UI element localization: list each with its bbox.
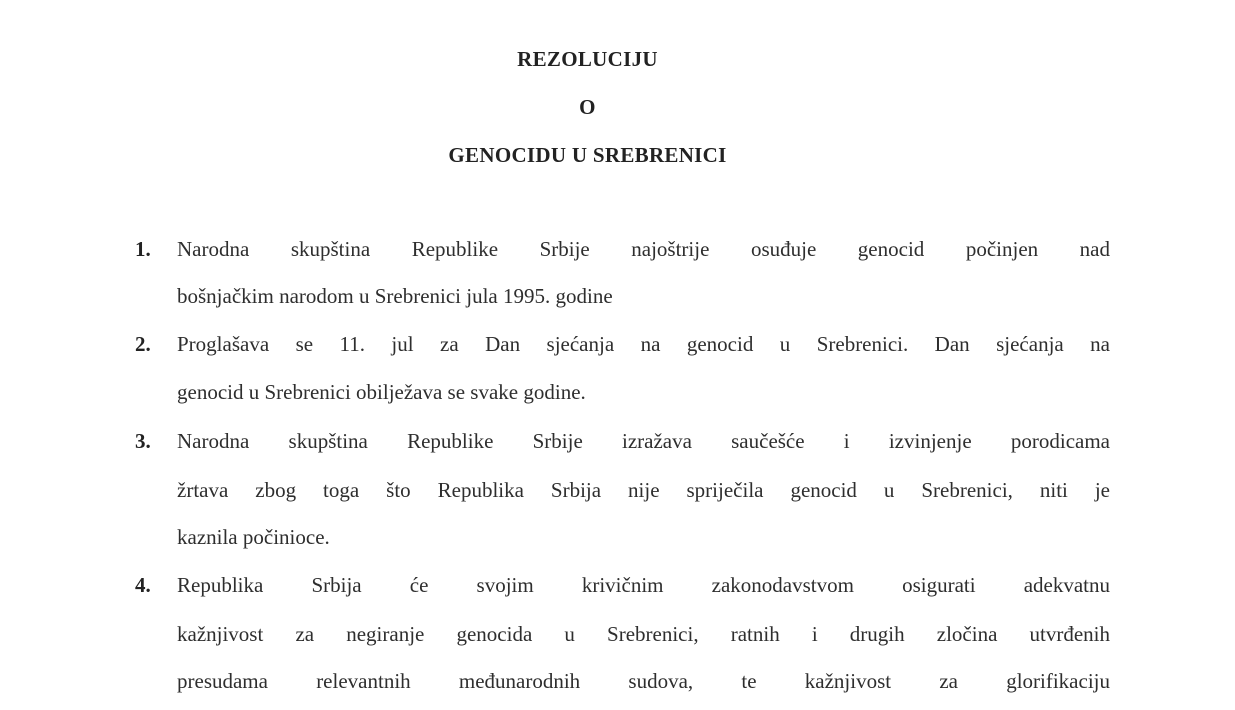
item-number: 2. bbox=[135, 332, 151, 356]
item-number: 4. bbox=[135, 573, 151, 597]
item-text-line: Narodna skupština Republike Srbije izražava saučešće i izvinjenje porodicama bbox=[177, 429, 1110, 453]
item-text-line: žrtava zbog toga što Republika Srbija nije spriječila genocid u Srebrenici, niti je bbox=[177, 478, 1110, 502]
resolution-title-line-3: GENOCIDU U SREBRENICI bbox=[448, 143, 727, 167]
item-text-line: Narodna skupština Republike Srbije najoštrije osuđuje genocid počinjen nad bbox=[177, 237, 1110, 261]
item-text-line: Republika Srbija će svojim krivičnim zakonodavstvom osigurati adekvatnu bbox=[177, 573, 1110, 597]
item-text-line: Proglašava se 11. jul za Dan sjećanja na genocid u Srebrenici. Dan sjećanja na bbox=[177, 332, 1110, 356]
item-number: 1. bbox=[135, 237, 151, 261]
item-text-line: kaznila počinioce. bbox=[177, 525, 330, 549]
item-text-line: bošnjačkim narodom u Srebrenici jula 1995. godine bbox=[177, 284, 613, 308]
resolution-title-line-2: O bbox=[579, 95, 596, 119]
item-text-line: kažnjivost za negiranje genocida u Srebrenici, ratnih i drugih zločina utvrđenih bbox=[177, 622, 1110, 646]
item-text-line: genocid u Srebrenici obilježava se svake godine. bbox=[177, 380, 586, 404]
item-text-line: presudama relevantnih međunarodnih sudova, te kažnjivost za glorifikaciju bbox=[177, 669, 1110, 693]
item-number: 3. bbox=[135, 429, 151, 453]
resolution-title-line-1: REZOLUCIJU bbox=[517, 47, 658, 71]
